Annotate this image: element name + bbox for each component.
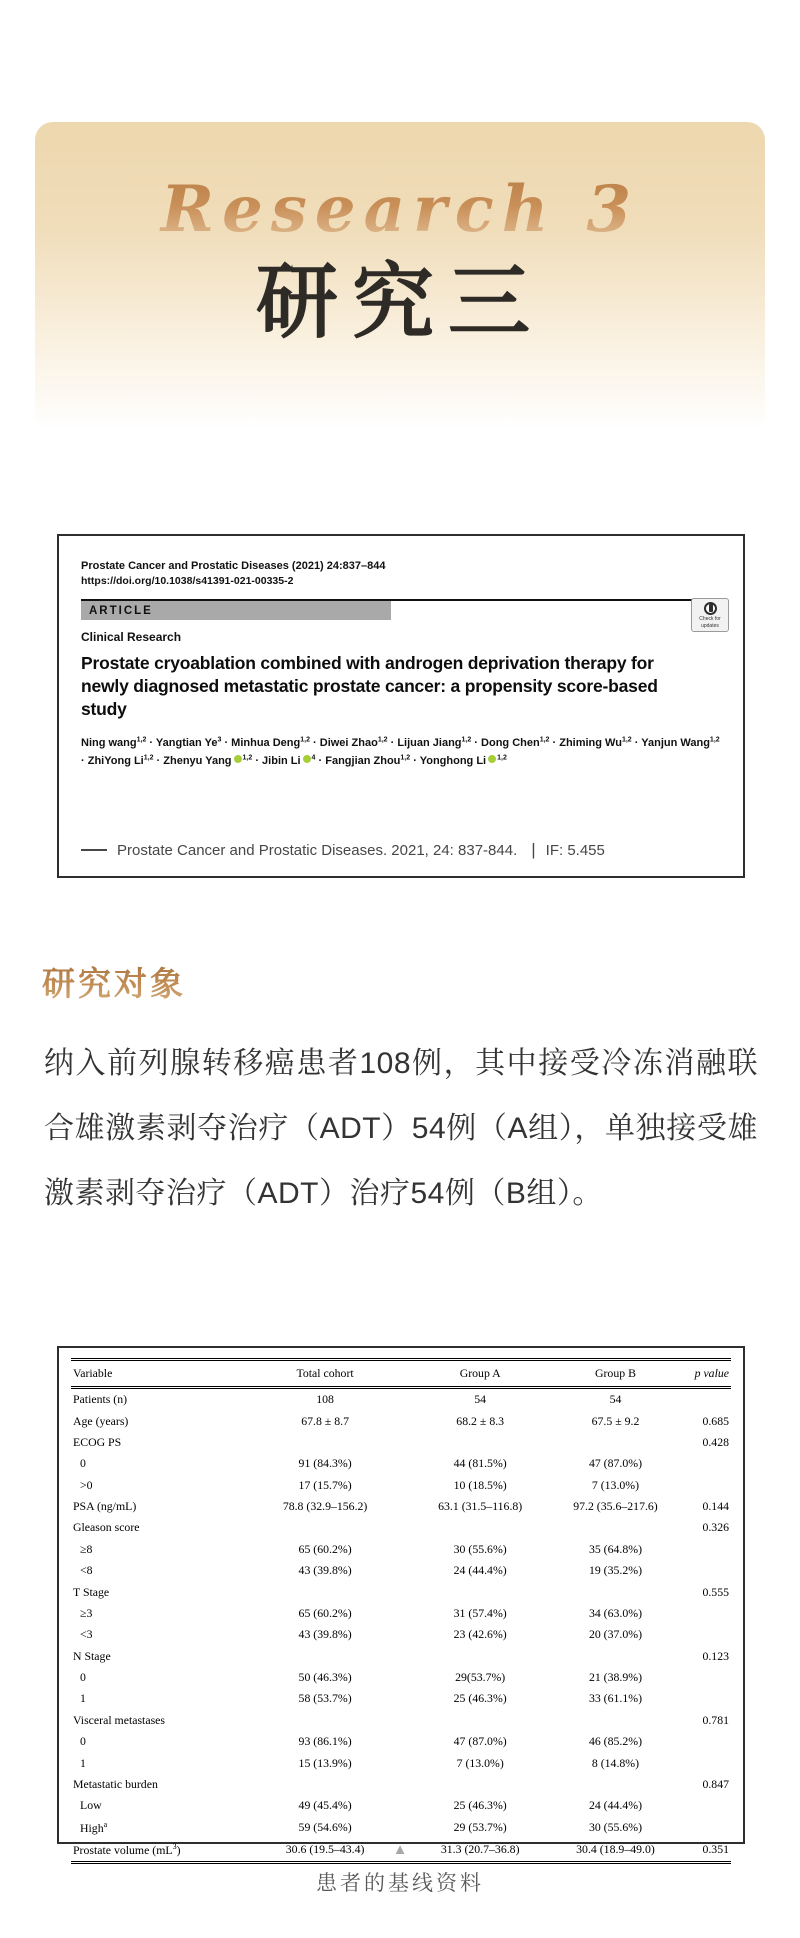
section-heading: 研究对象 [42, 958, 186, 1005]
table-row: Prostate volume $(mL^3)$ 30.6 (19.5–43.4) 31.3 (20.7–36.8) 30.4 (18.9–49.0) 0.351 [71, 1839, 731, 1863]
table-row: ≥3 65 (60.2%) 31 (57.4%) 34 (63.0%) [80, 1605, 643, 1620]
section-label: Clinical Research [81, 630, 182, 644]
col-header-total: Total cohort [243, 1360, 408, 1388]
table-row: <8 43 (39.8%) 24 (44.4%) 19 (35.2%) [80, 1563, 643, 1578]
table-row: >0 17 (15.7%) 10 (18.5%) 7 (13.0%) [80, 1477, 640, 1492]
table-row: <3 43 (39.8%) 23 (42.6%) 20 (37.0%) [80, 1627, 643, 1642]
orcid-icon [234, 755, 242, 763]
table-row: ECOG PS 0.428 [73, 1434, 729, 1449]
author: Lijuan Jiang$^{1,2}$ [397, 736, 472, 750]
doi-line: https://doi.org/10.1038/s41391-021-00335-2 [81, 575, 294, 587]
footer [0, 1842, 800, 1897]
baseline-table [71, 1358, 731, 1864]
author: Dong Chen$^{1,2}$ [481, 736, 550, 750]
table-row: T Stage 0.555 [73, 1584, 729, 1599]
col-header-pvalue: p value [678, 1360, 731, 1388]
author: Zhiming Wu$^{1,2}$ [559, 736, 632, 750]
orcid-icon [488, 755, 496, 763]
table-row: Patients (n) 108 54 54 [73, 1392, 622, 1407]
paper-title: Prostate cryoablation combined with androgen deprivation therapy for newly diagnosed metastatic prostate cancer: a propensity score-based study [81, 653, 658, 719]
citation-row [81, 840, 721, 860]
author: Ning wang$^{1,2}$ [81, 736, 147, 750]
orcid-icon [303, 755, 311, 763]
article-tag: ARTICLE [81, 601, 391, 620]
author: Minhua Deng$^{1,2}$ [231, 736, 310, 750]
table-row: 0 50 (46.3%) 29(53.7%) 21 (38.9%) [80, 1670, 643, 1685]
table-row: 1 15 (13.9%) 7 (13.0%) 8 (14.8%) [80, 1755, 640, 1770]
table-row: ≥8 65 (60.2%) 30 (55.6%) 35 (64.8%) [80, 1541, 643, 1556]
author: ZhiYong Li$^{1,2}$ [87, 754, 154, 768]
paper-card [57, 534, 745, 878]
citation-text: Prostate Cancer and Prostatic Diseases. 2021, 24: 837-844. [117, 841, 518, 859]
hero-banner [35, 122, 765, 430]
badge-text-line1: Check for [699, 616, 721, 622]
citation-divider: | [531, 840, 536, 859]
table-row: PSA (ng/mL) 78.8 (32.9–156.2) 63.1 (31.5–116.8) 97.2 (35.6–217.6) 0.144 [73, 1499, 729, 1514]
table-row: Gleason score 0.326 [73, 1520, 729, 1535]
author: Yanjun Wang$^{1,2}$ [641, 736, 720, 750]
author: Yonghong Li $^{1,2}$ [419, 754, 507, 768]
col-header-variable: Variable [71, 1360, 243, 1388]
authors: Ning wang$^{1,2}$ · Yangtian $Ye^3$ · Minhua Deng$^{1,2}$ · Diwei Zhao$^{1,2}$ · Lijuan Jiang$^{1,2}$ · Dong Chen$^{1,2}$ · Zhiming Wu$^{1,2}$ · Yanjun Wang$^{1,2}$ · ZhiYong Li$^{1,2}$ · Zhenyu Yang $^{1,2}$ · Jibin Li $^4$ · Fangjian Zhou$^{1,2}$ · Yonghong Li $^{1,2}$ [81, 736, 720, 768]
citation-dash [81, 849, 107, 851]
baseline-table-card [57, 1346, 745, 1857]
badge-text-line2: updates [701, 622, 719, 629]
table-header-row [71, 1360, 731, 1388]
table-row: Age (years) 67.8 ± 8.7 68.2 ± 8.3 67.5 ± 9.2 0.685 [73, 1413, 729, 1428]
table-row: Low 49 (45.4%) 25 (46.3%) 24 (44.4%) [80, 1798, 643, 1813]
check-for-updates-badge [691, 598, 729, 632]
journal-line: Prostate Cancer and Prostatic Diseases (2021) 24:837–844 [81, 560, 386, 572]
author: Diwei Zhao$^{1,2}$ [319, 736, 388, 750]
col-header-group-b: Group B [553, 1360, 678, 1388]
col-header-group-a: Group A [408, 1360, 553, 1388]
author: Jibin Li $^4$ [262, 754, 316, 768]
baseline-table-body [71, 1388, 731, 1863]
author: Zhenyu Yang $^{1,2}$ [163, 754, 253, 768]
author: Yangtian Ye$^3$ [155, 736, 222, 750]
section-body: 纳入前列腺转移癌患者108例，其中接受冷冻消融联合雄激素剥夺治疗（ADT）54例（A组），单独接受雄激素剥夺治疗（ADT）治疗54例（B组）。 [44, 1047, 758, 1210]
author: Fangjian Zhou$^{1,2}$ [325, 754, 411, 768]
table-row: Visceral metastases 0.781 [73, 1712, 729, 1727]
impact-factor: IF: 5.455 [545, 841, 605, 859]
hero-cn-title: 研究三 [255, 257, 544, 348]
table-row: 1 58 (53.7%) 25 (46.3%) 33 (61.1%) [80, 1691, 643, 1706]
table-row: Metastatic burden 0.847 [73, 1776, 729, 1791]
table-caption: 患者的基线资料 [316, 1872, 484, 1895]
check-for-updates-icon [704, 602, 717, 615]
table-row: High$^a$ 59 (54.6%) 29 (53.7%) 30 (55.6%) [80, 1819, 643, 1835]
table-row: 0 93 (86.1%) 47 (87.0%) 46 (85.2%) [80, 1734, 643, 1749]
triangle-up-icon: ▲ [392, 1841, 408, 1858]
table-row: 0 91 (84.3%) 44 (81.5%) 47 (87.0%) [80, 1456, 643, 1471]
hero-script-title: Research 3 [35, 172, 765, 247]
table-row: N Stage 0.123 [73, 1648, 729, 1663]
